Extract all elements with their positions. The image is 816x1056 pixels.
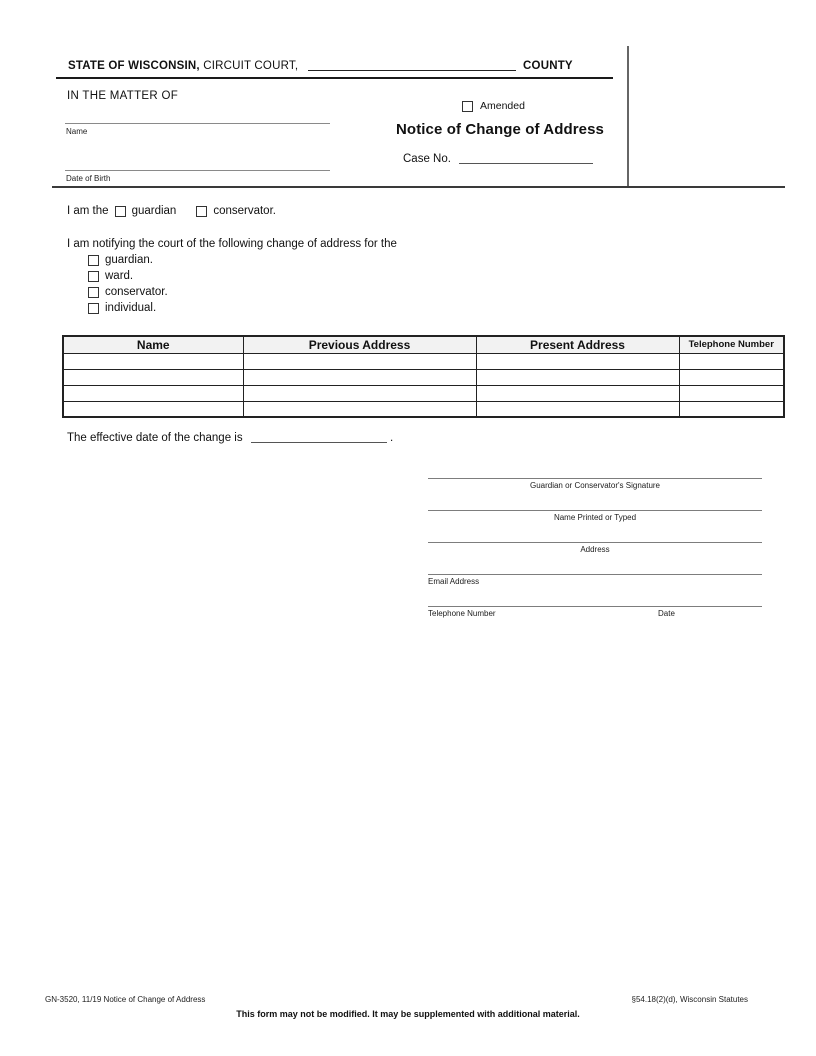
notify-item-individual <box>88 302 156 314</box>
name-input-line[interactable] <box>65 123 330 124</box>
guardian-checkbox[interactable] <box>115 206 126 217</box>
county-input-line[interactable] <box>308 60 516 71</box>
case-no-input-line[interactable] <box>459 153 593 164</box>
notify-guardian-label: guardian. <box>105 254 153 266</box>
effective-date-text: The effective date of the change is <box>67 432 243 444</box>
email-label: Email Address <box>428 577 480 586</box>
table-header-telephone: Telephone Number <box>679 336 784 353</box>
email-row <box>428 574 762 586</box>
notify-individual-checkbox[interactable] <box>88 303 99 314</box>
table-cell[interactable] <box>679 401 784 417</box>
table-cell[interactable] <box>476 353 679 369</box>
amended-checkbox[interactable] <box>462 101 473 112</box>
guardian-label: guardian <box>131 205 177 217</box>
circuit-court-text: CIRCUIT COURT, <box>203 60 299 72</box>
telephone-input-line[interactable] <box>428 606 762 607</box>
table-header-present-address: Present Address <box>476 336 679 353</box>
table-header-row <box>63 336 784 353</box>
table-cell[interactable] <box>679 353 784 369</box>
address-label: Address <box>580 545 610 554</box>
table-cell[interactable] <box>243 401 476 417</box>
telephone-date-row <box>428 606 762 618</box>
statute-reference-text: §54.18(2)(d), Wisconsin Statutes <box>631 995 748 1004</box>
notify-individual-label: individual. <box>105 302 157 314</box>
table-row <box>63 353 784 369</box>
name-printed-input-line[interactable] <box>428 510 762 511</box>
dob-input-line[interactable] <box>65 170 330 171</box>
in-the-matter-of-text: IN THE MATTER OF <box>67 90 179 102</box>
table-cell[interactable] <box>63 401 243 417</box>
email-input-line[interactable] <box>428 574 762 575</box>
signature-row <box>428 478 762 490</box>
notifying-text: I am notifying the court of the following change of address for the <box>67 238 397 250</box>
table-cell[interactable] <box>63 385 243 401</box>
address-table <box>62 335 785 418</box>
court-caption <box>56 56 613 79</box>
table-cell[interactable] <box>476 401 679 417</box>
effective-date-row <box>67 432 393 444</box>
table-cell[interactable] <box>63 353 243 369</box>
conservator-checkbox[interactable] <box>196 206 207 217</box>
state-text: STATE OF WISCONSIN, <box>68 60 200 72</box>
case-no-label: Case No. <box>403 153 451 165</box>
case-no-row <box>403 153 593 165</box>
i-am-the-text: I am the <box>67 205 109 217</box>
name-label: Name <box>66 127 88 136</box>
table-cell[interactable] <box>243 385 476 401</box>
telephone-label: Telephone Number <box>428 609 496 618</box>
table-header-previous-address: Previous Address <box>243 336 476 353</box>
table-cell[interactable] <box>476 385 679 401</box>
i-am-the-row <box>67 205 276 217</box>
name-printed-label: Name Printed or Typed <box>553 513 637 522</box>
table-cell[interactable] <box>476 369 679 385</box>
table-row <box>63 369 784 385</box>
caption-bottom-rule <box>52 186 785 188</box>
table-header-name: Name <box>63 336 243 353</box>
conservator-label: conservator. <box>213 205 276 217</box>
notify-ward-label: ward. <box>105 270 134 282</box>
form-number-text: GN-3520, 11/19 Notice of Change of Address <box>45 995 206 1004</box>
amended-row <box>462 100 525 112</box>
table-cell[interactable] <box>243 369 476 385</box>
county-text: COUNTY <box>523 60 573 72</box>
effective-date-period: . <box>390 432 394 444</box>
amended-label: Amended <box>480 100 525 112</box>
name-printed-row <box>428 510 762 522</box>
table-row <box>63 385 784 401</box>
table-row <box>63 401 784 417</box>
notify-guardian-checkbox[interactable] <box>88 255 99 266</box>
address-row <box>428 542 762 554</box>
table-cell[interactable] <box>63 369 243 385</box>
table-cell[interactable] <box>243 353 476 369</box>
table-cell[interactable] <box>679 369 784 385</box>
notify-item-guardian <box>88 254 153 266</box>
caption-vertical-divider <box>627 46 629 187</box>
signature-input-line[interactable] <box>428 478 762 479</box>
notify-ward-checkbox[interactable] <box>88 271 99 282</box>
effective-date-input-line[interactable] <box>251 432 387 443</box>
dob-label: Date of Birth <box>66 174 111 183</box>
address-table-body <box>63 353 784 417</box>
signature-label: Guardian or Conservator's Signature <box>529 481 661 490</box>
notify-conservator-checkbox[interactable] <box>88 287 99 298</box>
date-label: Date <box>658 609 675 618</box>
notify-item-conservator <box>88 286 168 298</box>
form-title: Notice of Change of Address <box>396 121 604 138</box>
notify-item-ward <box>88 270 133 282</box>
no-modification-notice: This form may not be modified. It may be supplemented with additional material. <box>236 1009 580 1019</box>
address-input-line[interactable] <box>428 542 762 543</box>
notify-conservator-label: conservator. <box>105 286 168 298</box>
table-cell[interactable] <box>679 385 784 401</box>
